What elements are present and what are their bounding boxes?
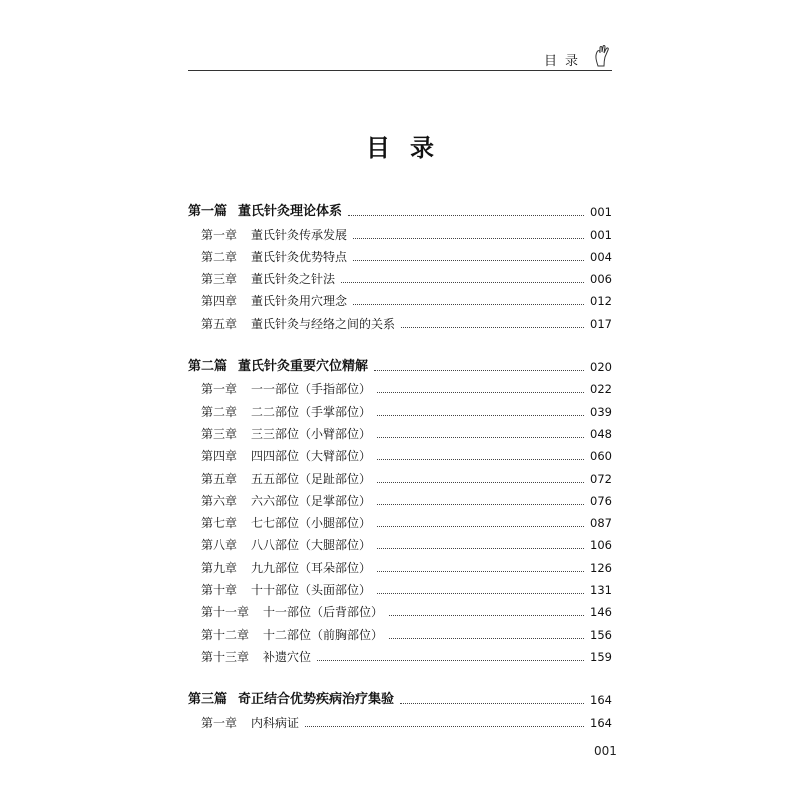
chapter-page: 076 [590, 493, 612, 508]
decorative-hand-icon [592, 44, 612, 68]
table-of-contents [188, 198, 612, 731]
toc-chapter-entry[interactable] [188, 708, 612, 730]
chapter-number: 第一章 [201, 715, 238, 730]
chapter-title [201, 627, 383, 643]
chapter-name: 十一部位（后背部位） [263, 605, 384, 620]
chapter-name: 一一部位（手指部位） [251, 382, 372, 397]
toc-chapter-entry[interactable] [188, 420, 612, 442]
chapter-name: 三三部位（小臂部位） [251, 426, 372, 441]
chapter-number: 第三章 [201, 426, 238, 441]
chapter-title [201, 471, 371, 487]
toc-chapter-entry[interactable] [188, 598, 612, 620]
chapter-title [201, 381, 371, 397]
part-name: 奇正结合优势疾病治疗集验 [238, 692, 395, 708]
toc-chapter-entry[interactable] [188, 620, 612, 642]
chapter-number: 第一章 [201, 382, 238, 397]
part-number: 第三篇 [188, 692, 228, 708]
chapter-number: 第六章 [201, 493, 238, 508]
chapter-number: 第十二章 [201, 627, 250, 642]
chapter-title [201, 249, 347, 265]
chapter-name: 十二部位（前胸部位） [263, 627, 384, 642]
toc-chapter-entry[interactable] [188, 397, 612, 419]
toc-chapter-entry[interactable] [188, 464, 612, 486]
chapter-number: 第八章 [201, 538, 238, 553]
chapter-number: 第一章 [201, 227, 238, 242]
chapter-name: 董氏针灸传承发展 [251, 227, 348, 242]
chapter-title [201, 271, 335, 287]
part-number: 第二篇 [188, 359, 228, 375]
part-title [188, 359, 368, 375]
chapter-page: 126 [590, 560, 612, 575]
chapter-number: 第四章 [201, 449, 238, 464]
toc-chapter-entry[interactable] [188, 531, 612, 553]
toc-part-entry[interactable] [188, 353, 612, 375]
chapter-page: 159 [590, 649, 612, 664]
chapter-title [201, 560, 371, 576]
chapter-title [201, 715, 299, 731]
chapter-page: 004 [590, 249, 612, 264]
toc-chapter-entry[interactable] [188, 643, 612, 665]
toc-chapter-entry[interactable] [188, 576, 612, 598]
dot-leader [389, 638, 584, 639]
toc-chapter-entry[interactable] [188, 243, 612, 265]
chapter-title [201, 316, 395, 332]
chapter-name: 内科病证 [251, 715, 300, 730]
chapter-title [201, 404, 371, 420]
chapter-number: 第十一章 [201, 605, 250, 620]
chapter-title [201, 227, 347, 243]
page-title: 目录 [366, 134, 454, 162]
chapter-number: 第三章 [201, 272, 238, 287]
chapter-number: 第二章 [201, 249, 238, 264]
chapter-page: 164 [590, 715, 612, 730]
chapter-page: 039 [590, 404, 612, 419]
dot-leader [374, 370, 584, 371]
chapter-name: 九九部位（耳朵部位） [251, 560, 372, 575]
toc-chapter-entry[interactable] [188, 553, 612, 575]
dot-leader [353, 304, 584, 305]
chapter-number: 第四章 [201, 294, 238, 309]
toc-chapter-entry[interactable] [188, 220, 612, 242]
dot-leader [353, 238, 584, 239]
dot-leader [377, 593, 584, 594]
chapter-title [201, 293, 347, 309]
chapter-title [201, 649, 311, 665]
part-number: 第一篇 [188, 204, 228, 220]
chapter-name: 八八部位（大腿部位） [251, 538, 372, 553]
toc-chapter-entry[interactable] [188, 265, 612, 287]
toc-chapter-entry[interactable] [188, 487, 612, 509]
part-spacer [188, 665, 612, 686]
chapter-name: 五五部位（足趾部位） [251, 471, 372, 486]
chapter-page: 001 [590, 227, 612, 242]
dot-leader [400, 703, 584, 704]
dot-leader [377, 571, 584, 572]
chapter-number: 第五章 [201, 316, 238, 331]
chapter-number: 第十三章 [201, 649, 250, 664]
dot-leader [377, 548, 584, 549]
chapter-number: 第五章 [201, 471, 238, 486]
dot-leader [389, 615, 584, 616]
dot-leader [377, 392, 584, 393]
chapter-name: 补遗穴位 [263, 649, 312, 664]
chapter-title [201, 426, 371, 442]
toc-part-entry[interactable] [188, 686, 612, 708]
chapter-name: 董氏针灸优势特点 [251, 249, 348, 264]
toc-chapter-entry[interactable] [188, 442, 612, 464]
chapter-title [201, 582, 371, 598]
page-number: 001 [594, 744, 617, 758]
dot-leader [377, 459, 584, 460]
chapter-page: 048 [590, 426, 612, 441]
toc-part-entry[interactable] [188, 198, 612, 220]
chapter-page: 017 [590, 316, 612, 331]
running-header [188, 52, 612, 71]
chapter-name: 六六部位（足掌部位） [251, 493, 372, 508]
chapter-title [201, 493, 371, 509]
dot-leader [401, 327, 584, 328]
chapter-name: 二二部位（手掌部位） [251, 404, 372, 419]
part-name: 董氏针灸理论体系 [238, 204, 343, 220]
dot-leader [377, 504, 584, 505]
toc-chapter-entry[interactable] [188, 309, 612, 331]
toc-chapter-entry[interactable] [188, 509, 612, 531]
chapter-number: 第二章 [201, 404, 238, 419]
chapter-page: 146 [590, 605, 612, 620]
chapter-number: 第七章 [201, 516, 238, 531]
dot-leader [353, 260, 584, 261]
chapter-title [201, 537, 371, 553]
chapter-number: 第十章 [201, 583, 238, 598]
chapter-page: 131 [590, 583, 612, 598]
chapter-page: 106 [590, 538, 612, 553]
chapter-page: 156 [590, 627, 612, 642]
part-title [188, 692, 394, 708]
chapter-page: 060 [590, 449, 612, 464]
dot-leader [377, 526, 584, 527]
chapter-page: 012 [590, 294, 612, 309]
dot-leader [377, 482, 584, 483]
chapter-name: 董氏针灸用穴理念 [251, 294, 348, 309]
part-page: 001 [590, 205, 612, 220]
toc-chapter-entry[interactable] [188, 287, 612, 309]
dot-leader [317, 660, 584, 661]
running-header-label: 目录 [543, 54, 586, 69]
part-spacer [188, 332, 612, 353]
chapter-number: 第九章 [201, 560, 238, 575]
chapter-name: 董氏针灸与经络之间的关系 [251, 316, 396, 331]
dot-leader [348, 215, 584, 216]
chapter-name: 七七部位（小腿部位） [251, 516, 372, 531]
chapter-page: 087 [590, 516, 612, 531]
part-page: 020 [590, 360, 612, 375]
chapter-title [201, 515, 371, 531]
chapter-name: 十十部位（头面部位） [251, 583, 372, 598]
chapter-title [201, 604, 383, 620]
dot-leader [377, 437, 584, 438]
dot-leader [377, 415, 584, 416]
chapter-page: 006 [590, 272, 612, 287]
dot-leader [305, 726, 584, 727]
chapter-title [201, 448, 371, 464]
part-name: 董氏针灸重要穴位精解 [238, 359, 369, 375]
chapter-name: 董氏针灸之针法 [251, 272, 336, 287]
toc-chapter-entry[interactable] [188, 375, 612, 397]
part-page: 164 [590, 693, 612, 708]
part-title [188, 204, 342, 220]
chapter-page: 022 [590, 382, 612, 397]
chapter-name: 四四部位（大臂部位） [251, 449, 372, 464]
chapter-page: 072 [590, 471, 612, 486]
dot-leader [341, 282, 584, 283]
